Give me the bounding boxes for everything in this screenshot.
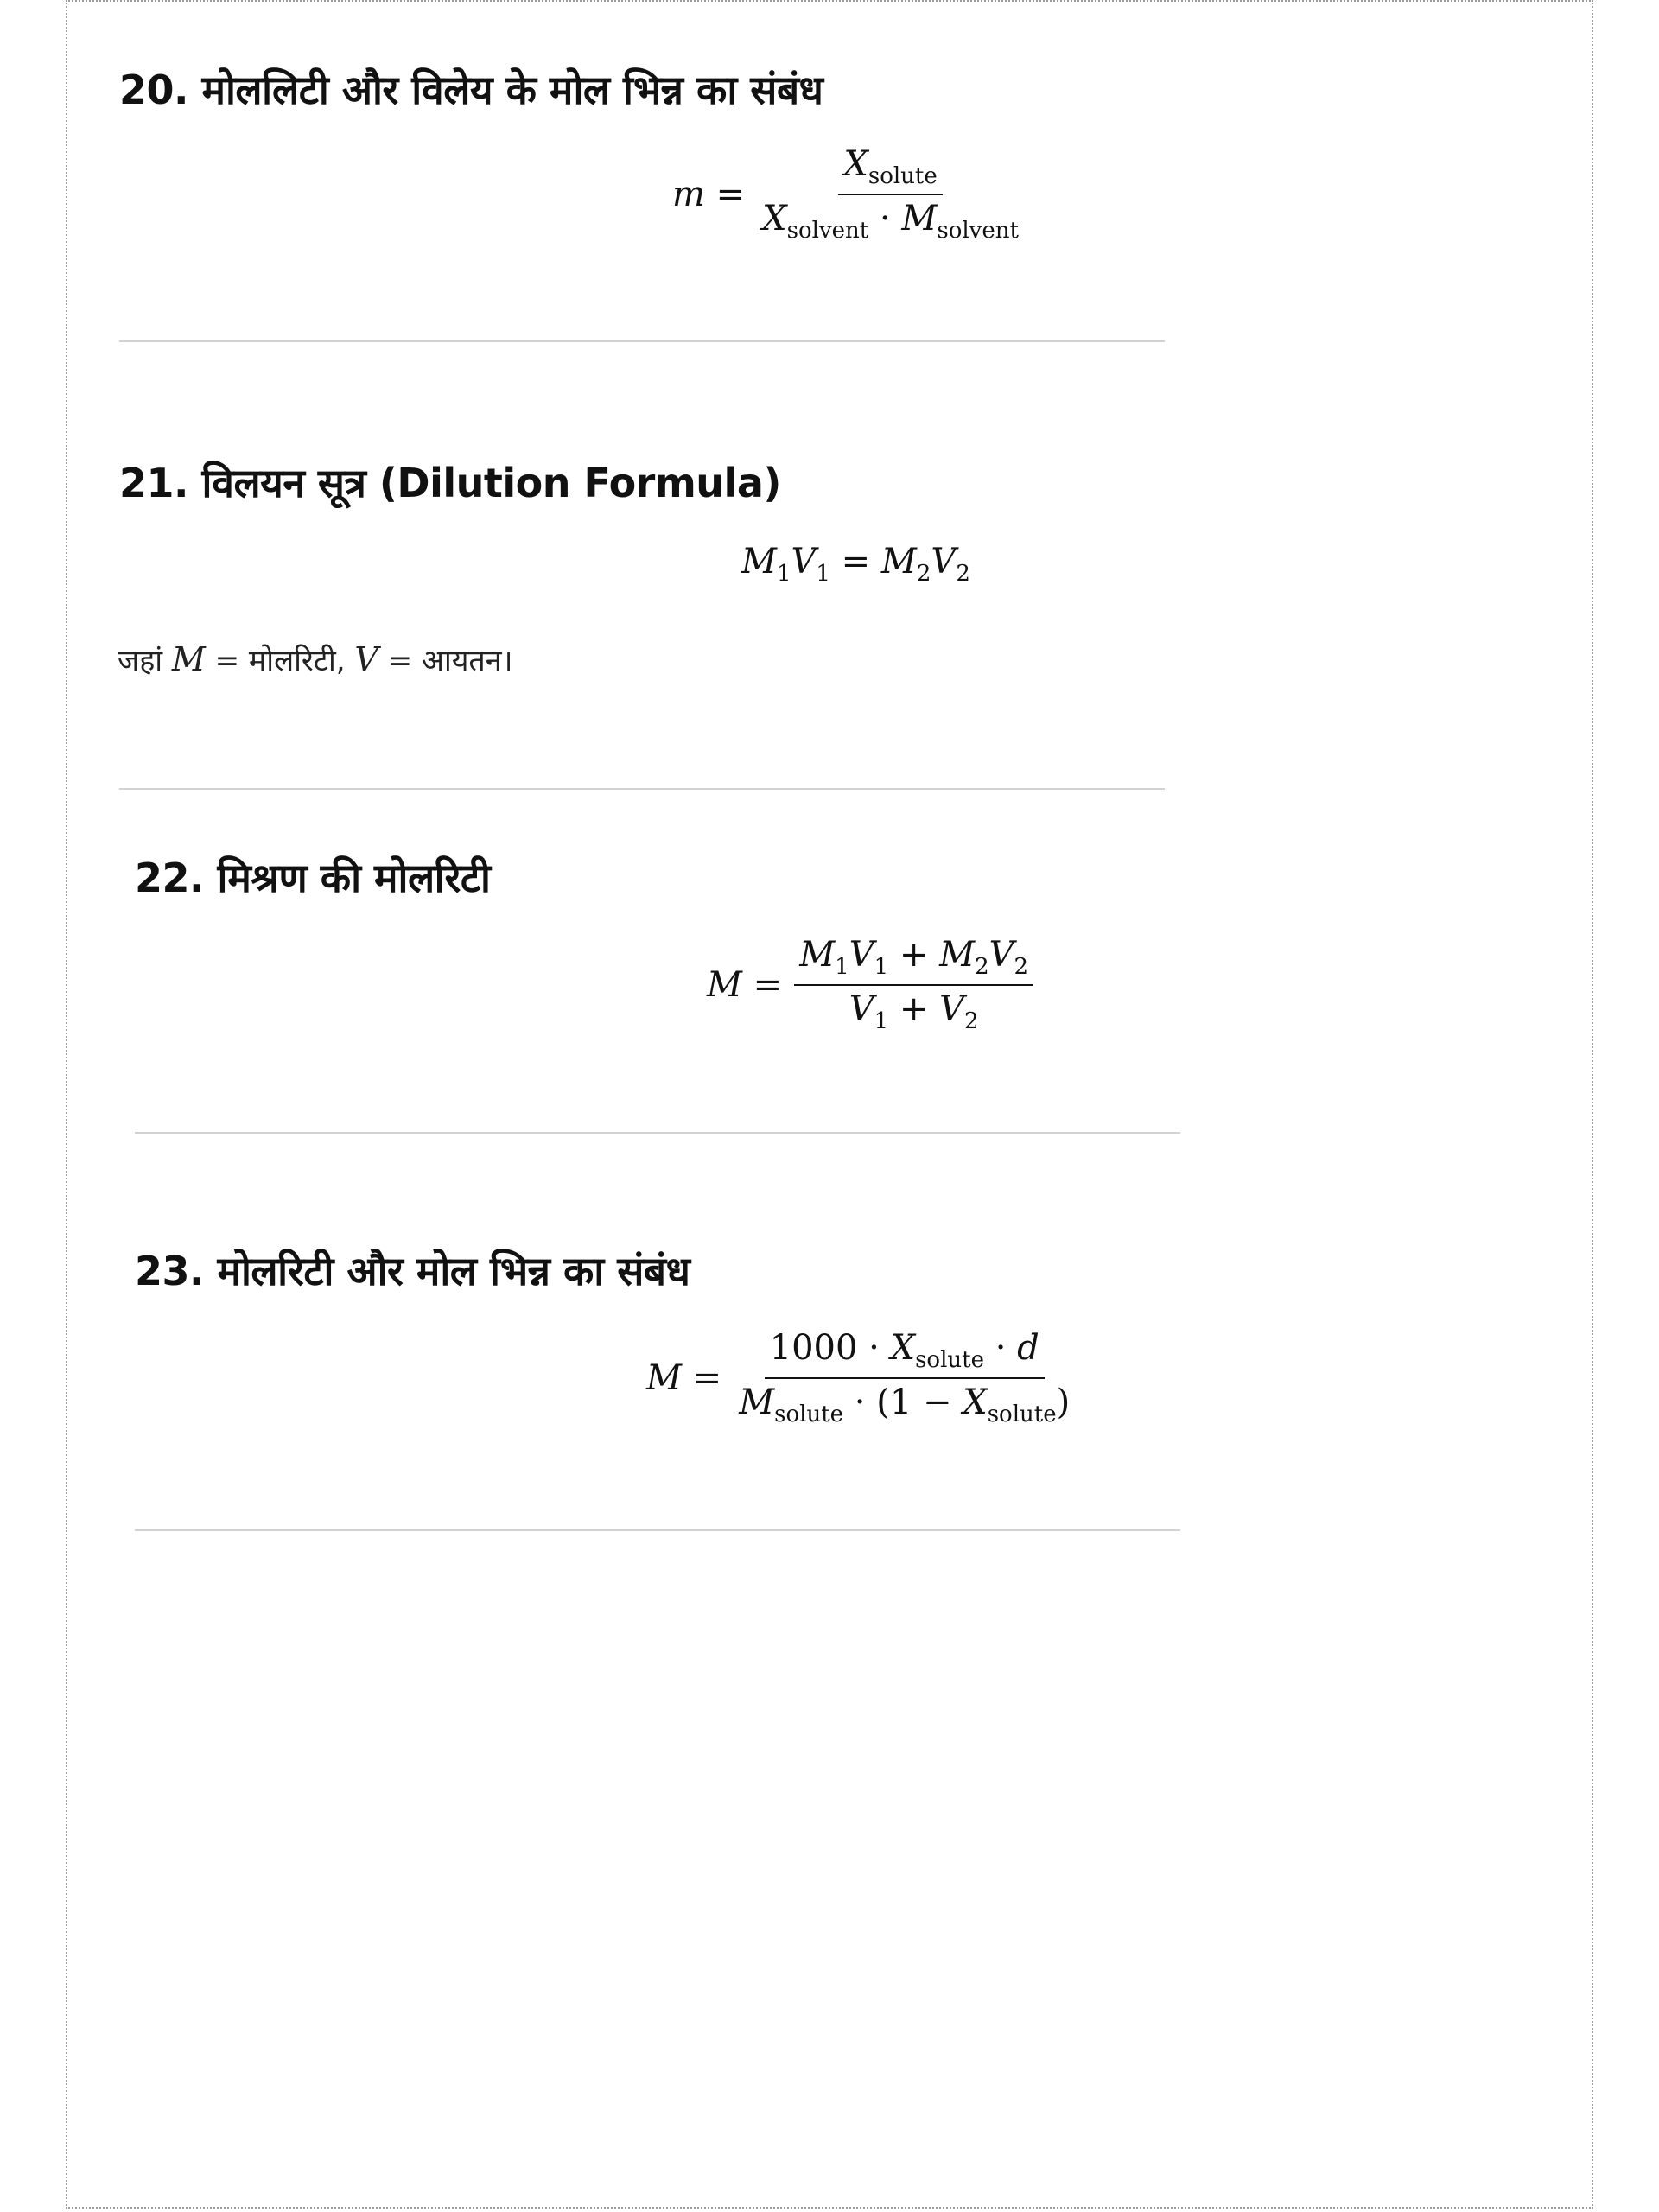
formula-lhs: m = — [672, 174, 746, 214]
num-plus: + — [888, 935, 940, 975]
den-var1: X — [762, 198, 787, 238]
divider — [119, 788, 1165, 790]
den-plus: + — [888, 988, 940, 1029]
num-v2: V — [988, 935, 1014, 975]
divider — [119, 340, 1165, 342]
denominator — [844, 986, 984, 1035]
section-22-heading: 22. मिश्रण की मोलरिटी — [135, 855, 491, 901]
den-mid: · (1 − — [843, 1382, 963, 1422]
num-x-sub: solute — [915, 1347, 984, 1374]
m1-sub: 1 — [776, 561, 791, 588]
num-v1: V — [849, 935, 874, 975]
num-m2: M — [939, 935, 976, 975]
num-sub: solute — [868, 163, 938, 190]
den-v1-sub: 1 — [874, 1008, 889, 1035]
fraction — [757, 144, 1024, 245]
den-dot: · — [879, 198, 891, 238]
divider — [135, 1132, 1180, 1134]
fraction — [794, 935, 1033, 1035]
den-m: M — [739, 1382, 775, 1422]
num-x: X — [890, 1328, 916, 1368]
formula-dilution — [741, 542, 970, 587]
dilution-note — [118, 639, 513, 679]
formula-lhs: M = — [646, 1357, 722, 1398]
section-21-heading: 21. विलयन सूत्र (Dilution Formula) — [119, 460, 781, 506]
den-x-sub: solute — [987, 1402, 1057, 1428]
note-mid: = मोलरिटी, — [205, 644, 355, 678]
note-var-v: V — [354, 640, 378, 678]
den-sub1: solvent — [786, 218, 869, 245]
num-m1: M — [799, 935, 836, 975]
denominator — [757, 195, 1024, 245]
m1: M — [741, 542, 777, 582]
den-m-sub: solute — [774, 1402, 844, 1428]
numerator — [794, 935, 1033, 986]
v1: V — [791, 542, 817, 582]
num-v1-sub: 1 — [874, 954, 889, 981]
note-suffix: = आयतन। — [378, 644, 513, 678]
den-sub2: solvent — [937, 218, 1019, 245]
den-var2: M — [901, 198, 938, 238]
den-x: X — [963, 1382, 988, 1422]
document-page — [66, 0, 1593, 2209]
den-v2: V — [939, 988, 964, 1029]
m2: M — [880, 542, 917, 582]
v2-sub: 2 — [956, 561, 970, 588]
m2-sub: 2 — [916, 561, 931, 588]
equals: = — [841, 542, 871, 582]
den-v2-sub: 2 — [963, 1008, 979, 1035]
num-m1-sub: 1 — [835, 954, 849, 981]
formula-lhs: M = — [707, 964, 783, 1005]
formula-molality-mole-fraction — [672, 144, 1024, 245]
note-var-m: M — [171, 640, 206, 678]
divider — [135, 1529, 1180, 1531]
fraction — [734, 1328, 1075, 1428]
num-v2-sub: 2 — [1014, 954, 1029, 981]
section-23-heading: 23. मोलरिटी और मोल भिन्न का संबंध — [135, 1248, 690, 1294]
num-dot: · — [983, 1328, 1018, 1368]
num-m2-sub: 2 — [975, 954, 989, 981]
v1-sub: 1 — [816, 561, 830, 588]
section-20-heading: 20. मोललिटी और विलेय के मोल भिन्न का संबंध — [119, 67, 823, 113]
formula-mixture-molarity — [707, 935, 1033, 1035]
denominator — [734, 1379, 1075, 1428]
den-close: ) — [1056, 1382, 1071, 1422]
formula-molarity-mole-fraction — [646, 1328, 1075, 1428]
v2: V — [931, 542, 957, 582]
numerator — [838, 144, 942, 195]
numerator — [765, 1328, 1045, 1379]
den-v1: V — [849, 988, 874, 1029]
num-d: d — [1017, 1328, 1039, 1368]
num-const: 1000 · — [769, 1328, 891, 1368]
note-prefix: जहां — [118, 644, 172, 678]
num-var: X — [843, 144, 868, 184]
